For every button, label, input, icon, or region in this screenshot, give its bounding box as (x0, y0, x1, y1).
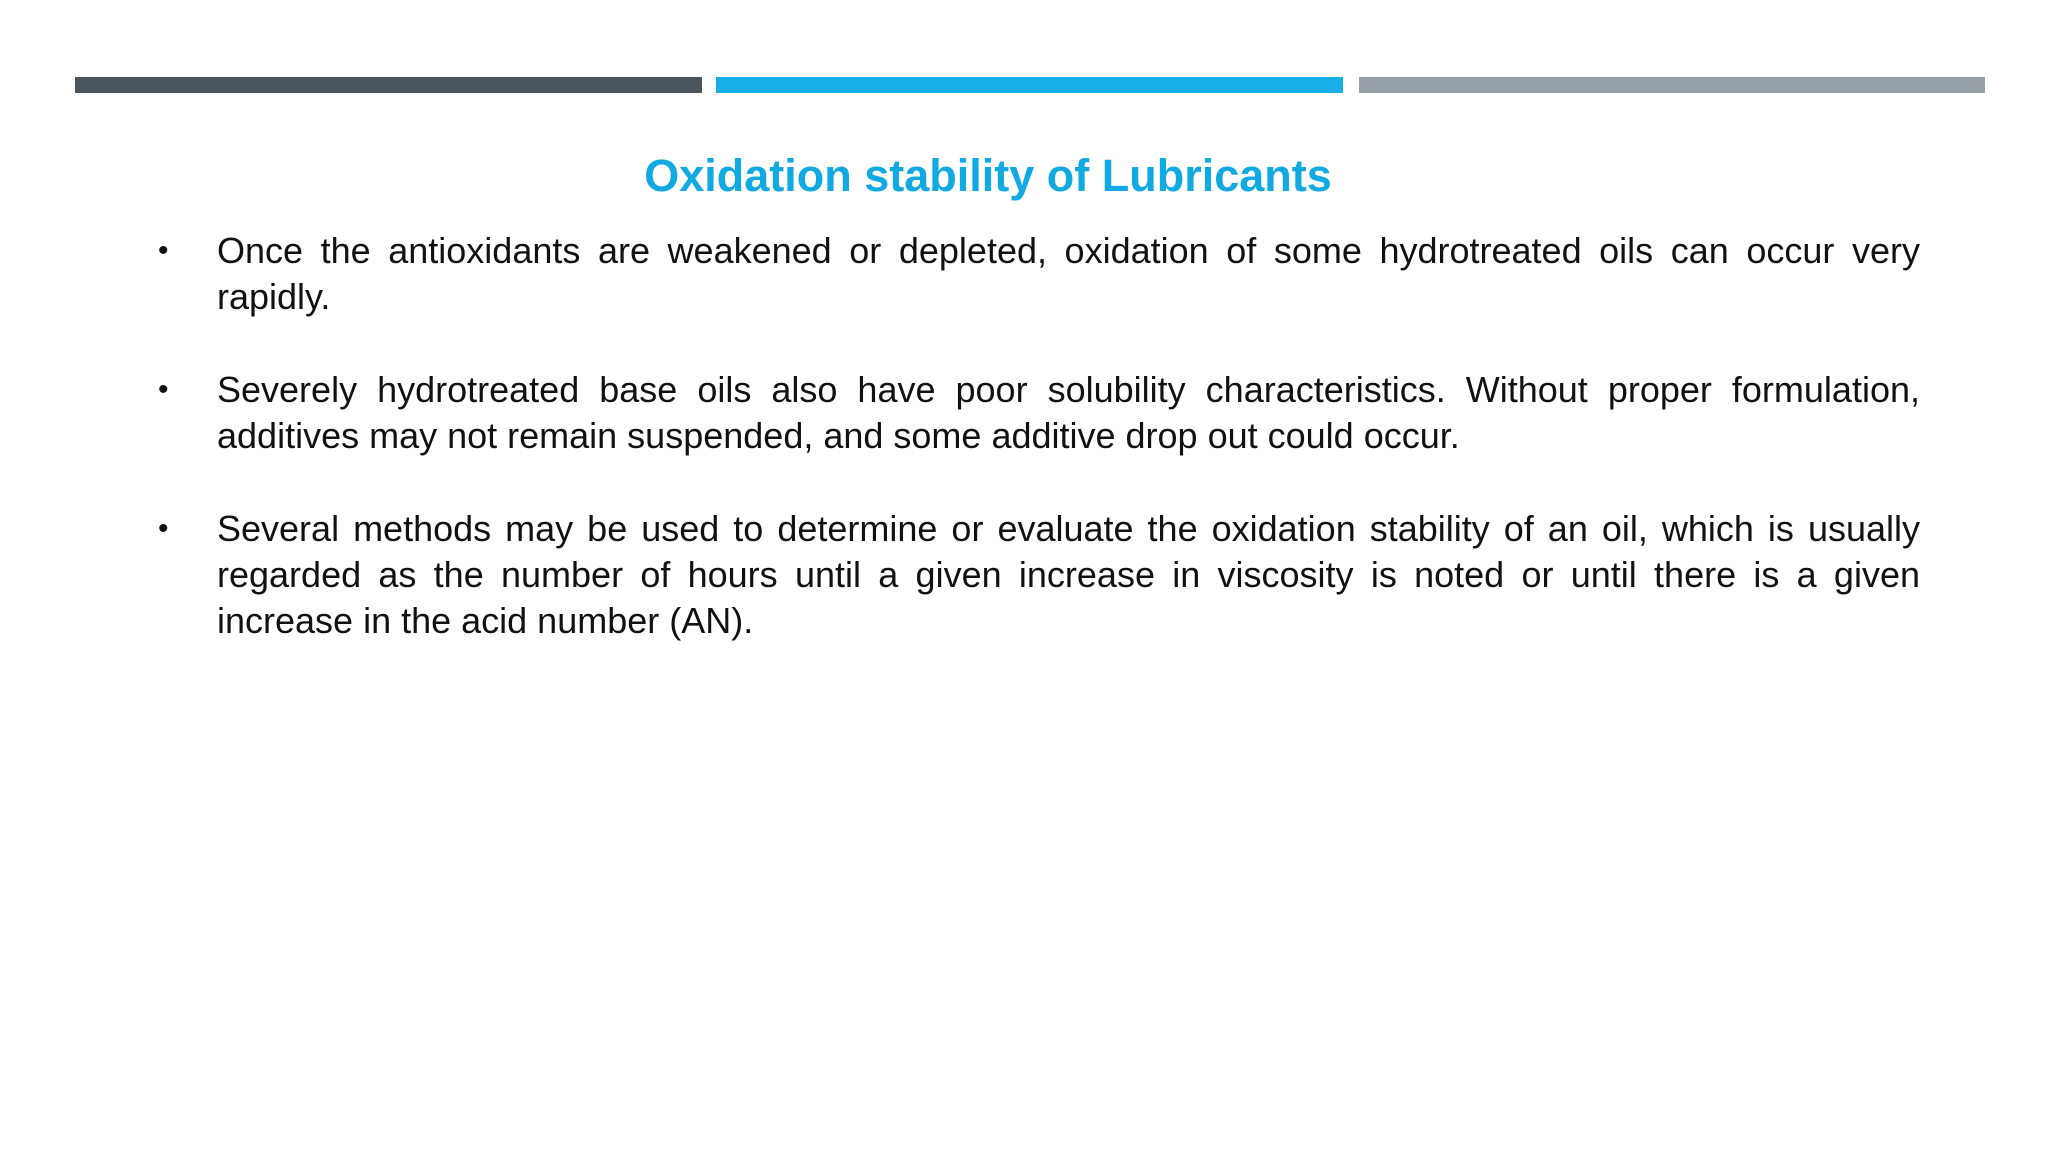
accent-bar-gray (1359, 77, 1985, 93)
bullet-text: Several methods may be used to determine or evaluate the oxidation stability of an oil, which is usually regarded as the number of hours until a given increase in viscosity is noted or until there is a given increase in the acid number (AN). (217, 508, 1920, 641)
bullet-marker: • (158, 512, 169, 545)
bullet-marker: • (158, 373, 169, 406)
accent-bar-blue (716, 77, 1343, 93)
bullet-text: Once the antioxidants are weakened or depleted, oxidation of some hydrotreated oils can occur very rapidly. (217, 230, 1920, 317)
slide-title: Oxidation stability of Lubricants (644, 150, 1332, 201)
bullet-item (150, 367, 1920, 459)
bullet-text: Severely hydrotreated base oils also have poor solubility characteristics. Without proper formulation, additives may not remain suspended, and some additive drop out could occur. (217, 369, 1920, 456)
bullet-item (150, 506, 1920, 644)
bullet-marker: • (158, 234, 169, 267)
bullet-item (150, 228, 1920, 320)
accent-bar-dark (75, 77, 702, 93)
header-accent-bars (75, 77, 1985, 93)
bullet-list (150, 228, 1920, 691)
